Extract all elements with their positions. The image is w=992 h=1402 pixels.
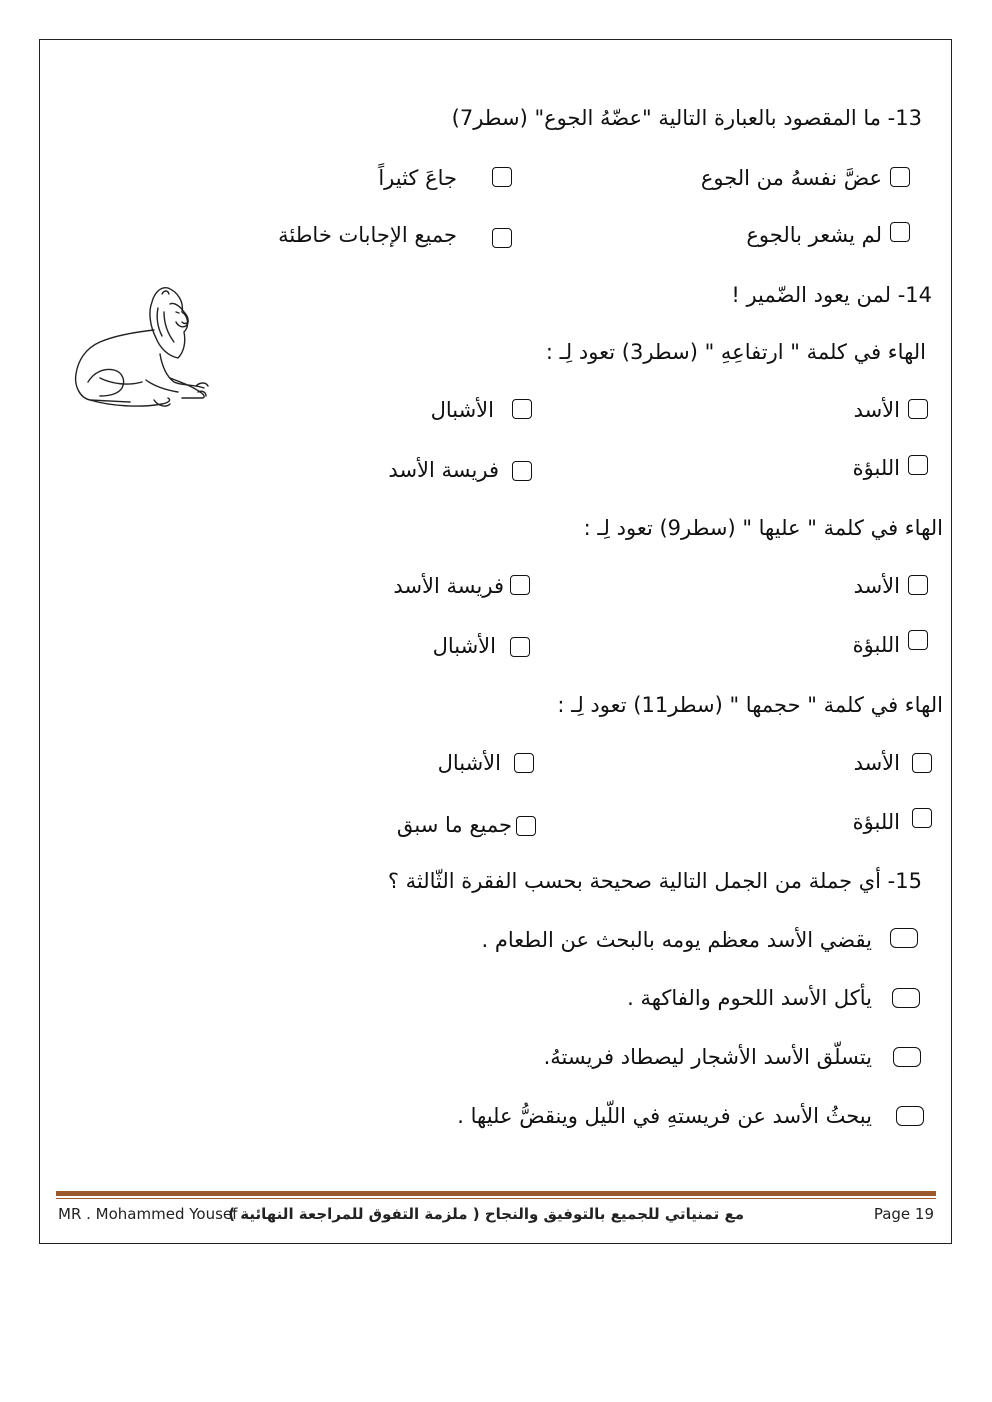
q14-p3-opt4-label: جميع ما سبق (396, 813, 512, 837)
footer-page-number: Page 19 (873, 1205, 934, 1223)
q14-p3-opt3-checkbox[interactable] (912, 808, 932, 828)
q14-p1-opt3-checkbox[interactable] (908, 455, 928, 475)
q14-p3-opt4-checkbox[interactable] (516, 816, 536, 836)
q15-opt3-checkbox[interactable] (893, 1047, 921, 1067)
q15-opt4-label: يبحثُ الأسد عن فريستهِ في اللّيل وينقضُّ عليها . (457, 1104, 872, 1128)
q13-opt4-checkbox[interactable] (492, 228, 512, 248)
q14-p3-opt1-label: الأسد (853, 751, 900, 775)
q14-p1-opt4-checkbox[interactable] (512, 461, 532, 481)
q13-opt4-label: جميع الإجابات خاطئة (278, 223, 457, 247)
footer-author: MR . Mohammed Yousef (58, 1205, 238, 1223)
q14-p1-opt3-label: اللبؤة (852, 456, 900, 480)
q14-p3-opt2-label: الأشبال (437, 751, 501, 775)
q13-opt2-label: جاعَ كثيراً (378, 166, 457, 190)
q15-opt1-checkbox[interactable] (890, 928, 918, 948)
q14-p2-opt4-checkbox[interactable] (510, 637, 530, 657)
footer-rule-thin (56, 1198, 936, 1199)
q15-opt4-checkbox[interactable] (896, 1106, 924, 1126)
q13-opt2-checkbox[interactable] (492, 167, 512, 187)
q15-opt1-label: يقضي الأسد معظم يومه بالبحث عن الطعام . (481, 928, 872, 952)
q13-opt3-label: لم يشعر بالجوع (746, 223, 882, 247)
q14-part1-prompt: الهاء في كلمة " ارتفاعِهِ " (سطر3) تعود لِـ : (545, 340, 926, 364)
q14-p1-opt1-label: الأسد (853, 398, 900, 422)
q13-opt3-checkbox[interactable] (890, 222, 910, 242)
q14-p2-opt1-label: الأسد (853, 574, 900, 598)
q13-opt1-label: عضَّ نفسهُ من الجوع (700, 166, 882, 190)
q15-question: 15- أي جملة من الجمل التالية صحيحة بحسب الفقرة الثّالثة ؟ (387, 869, 922, 893)
q14-p2-opt2-checkbox[interactable] (510, 575, 530, 595)
q14-p2-opt4-label: الأشبال (432, 634, 496, 658)
q15-opt2-label: يأكل الأسد اللحوم والفاكهة . (627, 986, 872, 1010)
q14-p3-opt1-checkbox[interactable] (912, 753, 932, 773)
q14-p2-opt3-checkbox[interactable] (908, 630, 928, 650)
lion-sketch-icon (70, 282, 212, 410)
footer-rule-thick (56, 1191, 936, 1196)
q14-p3-opt3-label: اللبؤة (852, 810, 900, 834)
q14-p1-opt2-checkbox[interactable] (512, 399, 532, 419)
footer-center-text: مع تمنياتي للجميع بالتوفيق والنجاح ( ملزمة التفوق للمراجعة النهائية ) (228, 1205, 744, 1223)
q13-opt1-checkbox[interactable] (890, 167, 910, 187)
q13-question: 13- ما المقصود بالعبارة التالية "عضّهُ الجوع" (سطر7) (451, 106, 922, 130)
q14-p2-opt2-label: فريسة الأسد (393, 574, 504, 598)
q14-p1-opt1-checkbox[interactable] (908, 399, 928, 419)
q14-part3-prompt: الهاء في كلمة " حجمها " (سطر11) تعود لِـ : (557, 693, 943, 717)
q14-p3-opt2-checkbox[interactable] (514, 753, 534, 773)
q14-p1-opt4-label: فريسة الأسد (388, 458, 499, 482)
q15-opt2-checkbox[interactable] (892, 988, 920, 1008)
q14-p1-opt2-label: الأشبال (430, 398, 494, 422)
q14-p2-opt3-label: اللبؤة (852, 633, 900, 657)
q14-part2-prompt: الهاء في كلمة " عليها " (سطر9) تعود لِـ : (583, 516, 943, 540)
q14-p2-opt1-checkbox[interactable] (908, 575, 928, 595)
q15-opt3-label: يتسلّق الأسد الأشجار ليصطاد فريستهُ. (543, 1045, 872, 1069)
q14-question: 14- لمن يعود الضّمير ! (731, 283, 932, 307)
